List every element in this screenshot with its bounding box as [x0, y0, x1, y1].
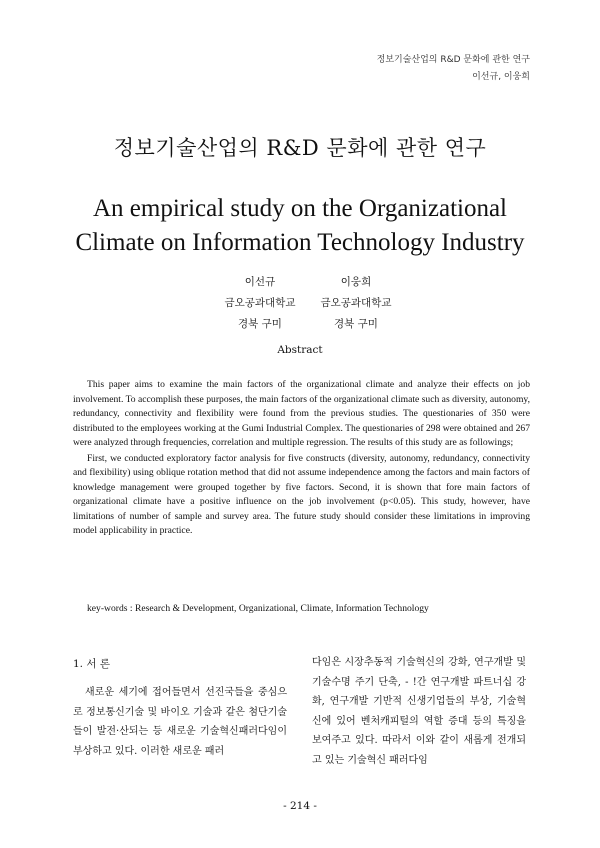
running-header	[377, 52, 530, 86]
author-affiliation: 금오공과대학교	[224, 297, 296, 309]
abstract-heading: Abstract	[277, 344, 323, 356]
author-affiliation: 금오공과대학교	[320, 297, 392, 309]
author-name: 이선규	[244, 276, 276, 288]
author-location: 경북 구미	[334, 318, 378, 330]
running-authors: 이선규, 이웅희	[472, 72, 530, 82]
title-english	[0, 192, 600, 260]
page-number: - 214 -	[283, 800, 317, 812]
author-location: 경북 구미	[238, 318, 282, 330]
running-title: 정보기술산업의 R&D 문화에 관한 연구	[376, 55, 530, 65]
title-english-line1: An empirical study on the Organizational	[92, 195, 507, 222]
abstract-paragraph-2: First, we conducted exploratory factor analysis for five constructs (diversity, autonomy, redundancy, connectivity and flexibility) using oblique rotation method that did not assume independence among the factors and main factors of knowledge management were grouped together by five factors. Second, it is shown that fore main factors of organizational climate have a positive influence on the job involvement (p<0.05). This study, however, have limitations of number of sample and survey area. The future study should consider these limitations in improving model applicability in practice.	[73, 452, 530, 536]
left-column-text: 새로운 세기에 접어들면서 선진국들을 중심으로 정보통신기술 및 바이오 기술과 같은 첨단기술들이 발전·산되는 등 새로운 기술혁신패러다임이 부상하고 있다. 이러한 새로운 패러	[73, 687, 287, 757]
title-korean: 정보기술산업의 R&D 문화에 관한 연구	[113, 136, 487, 160]
abstract-body	[73, 378, 530, 540]
right-column-text: 다임은 시장추동적 기술혁신의 강화, 연구개발 및 기술수명 주기 단축, - !간 연구개발 파트너십 강화, 연구개발 기반적 신생기업들의 부상, 기술혁신에 있어 벤처캐피털의 역할 증대 등의 특징을 보여주고 있다. 따라서 이와 같이 새롭게 전개되고 있는 기술혁신 패러다임	[312, 657, 526, 766]
author-block-2	[296, 272, 416, 335]
section-heading: 1. 서 론	[73, 658, 110, 670]
abstract-paragraph-1: This paper aims to examine the main factors of the organizational climate and analyze their effects on job involvement. To accomplish these purposes, the main factors of the organizational climate such as diversity, autonomy, redundancy, connectivity and flexibility were found from the previous studies. The questionaries of 350 were distributed to the employees working at the Gumi Industrial Complex. The questionaries of 298 were obtained and 267 were analyzed through frequencies, correlation and multiple regression. The results of this study are as followings;	[73, 379, 530, 448]
left-column	[73, 683, 287, 761]
author-name: 이웅희	[340, 276, 372, 288]
title-english-line2: Climate on Information Technology Industry	[75, 229, 525, 256]
keywords: key-words : Research & Development, Organizational, Climate, Information Technology	[87, 603, 429, 614]
right-column	[312, 653, 526, 771]
